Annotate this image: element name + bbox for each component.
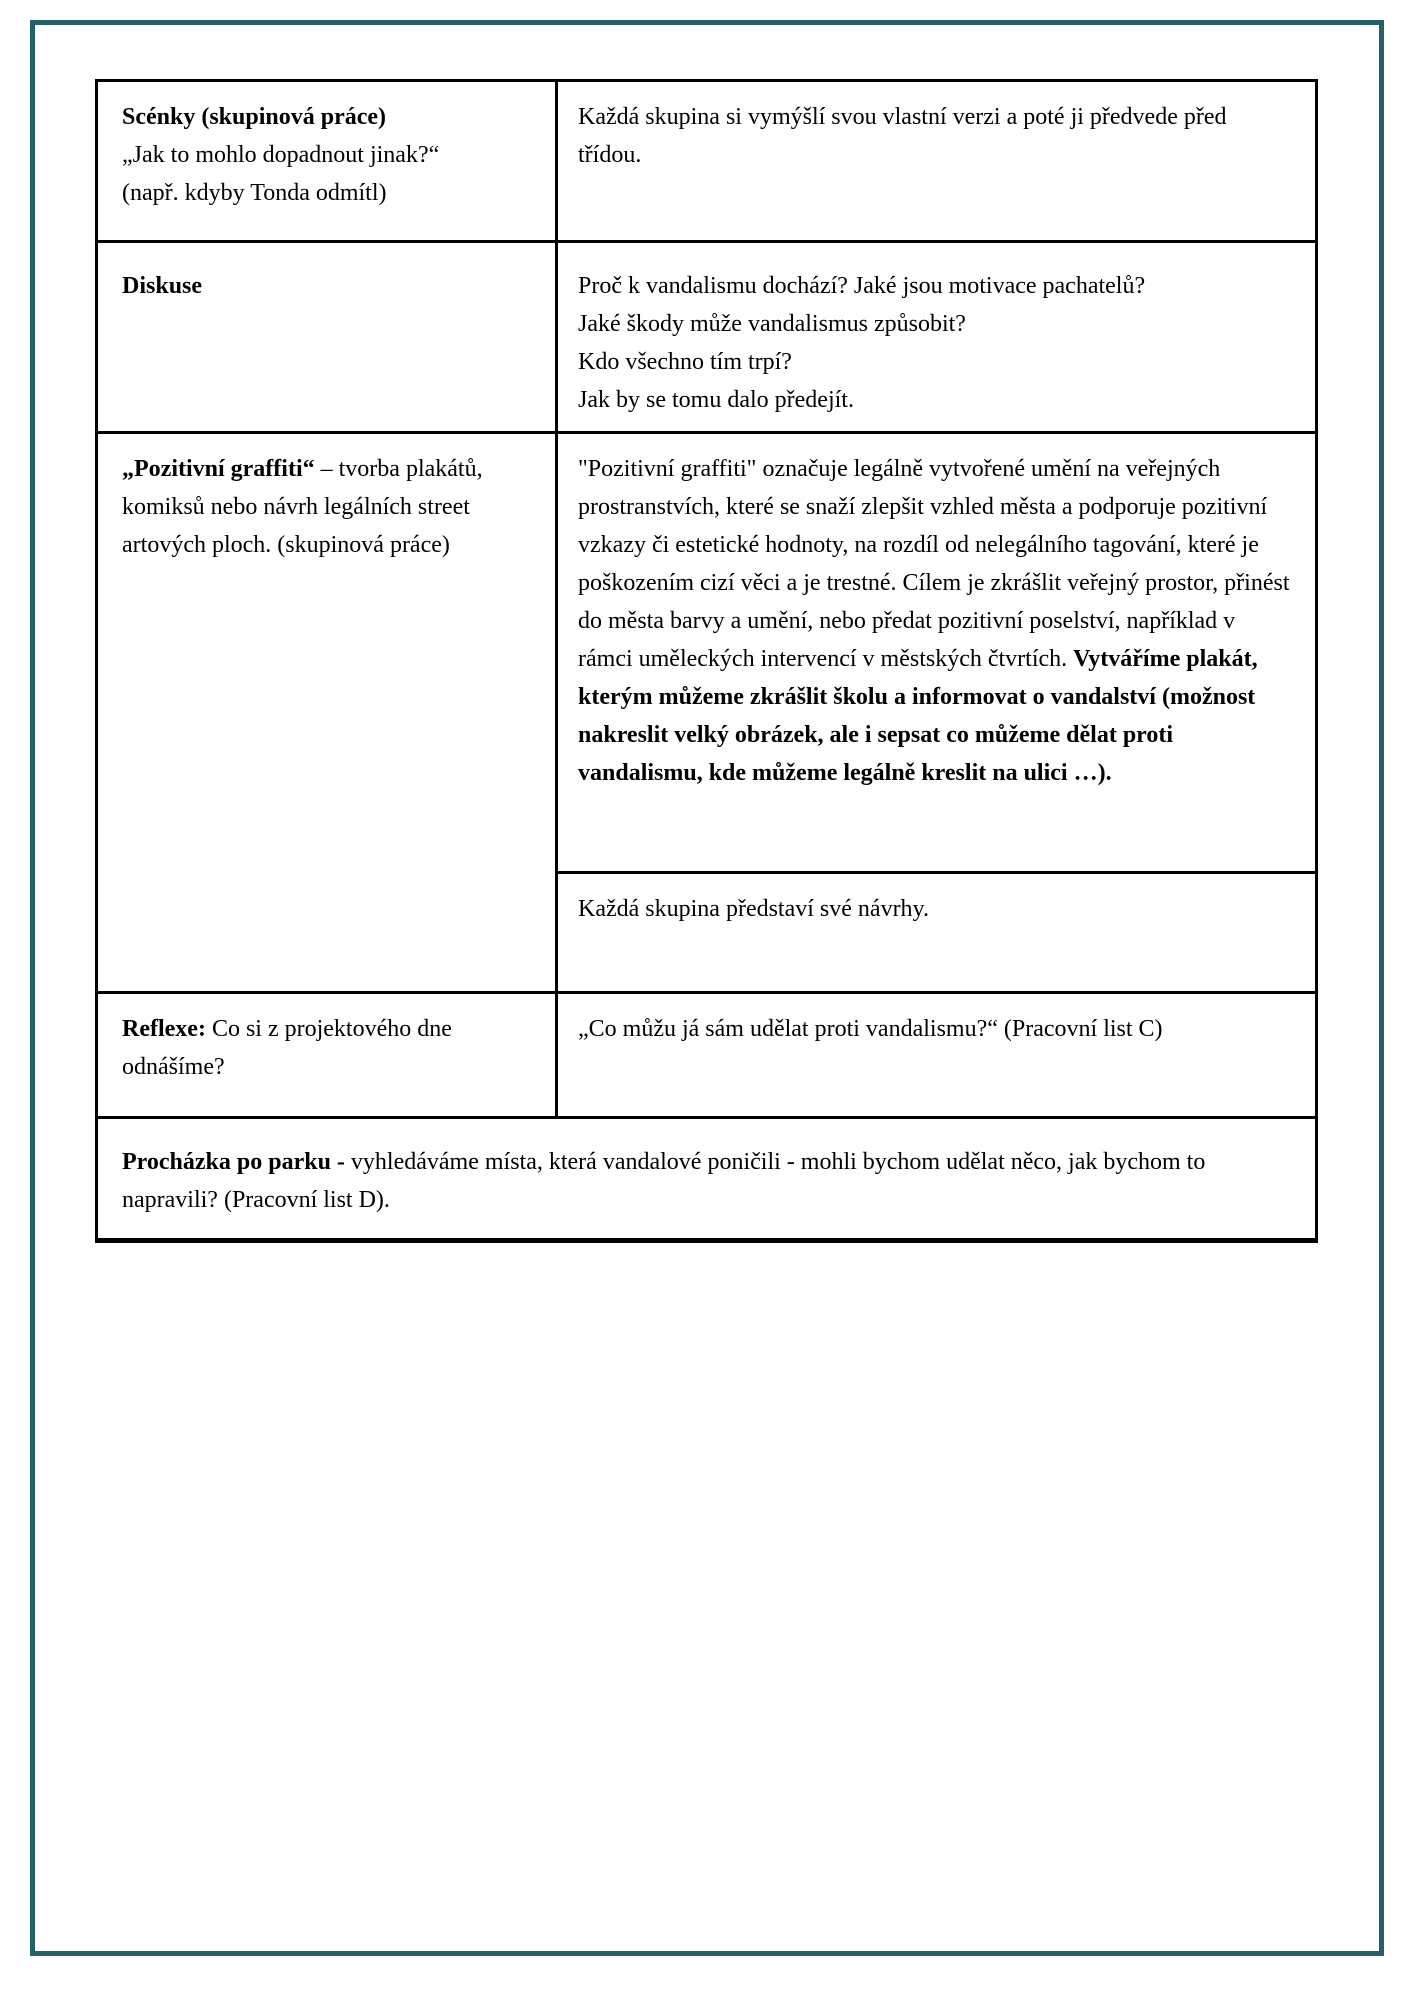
activity-detail: vyhledáváme místa, která vandalové poničili - mohli bychom udělat něco, jak bychom to napravili? (Pracovní list D). — [122, 1149, 1206, 1213]
description-bold-text: Vytváříme plakát, kterým můžeme zkrášlit školu a informovat o vandalství (možnost nakreslit velký obrázek, ale i sepsat co můžeme dělat proti vandalismu, kde můžeme legálně kreslit na ulici …). — [578, 646, 1258, 786]
cell-reflexe-description — [558, 994, 1315, 1116]
activity-detail: – tvorba plakátů, komiksů nebo návrh legálních street artových ploch. (skupinová práce) — [122, 456, 483, 558]
activity-title: Scénky (skupinová práce) — [122, 104, 387, 130]
cell-graffiti-activity — [98, 434, 558, 991]
lesson-plan-table — [95, 79, 1318, 1243]
table-row-diskuse — [98, 240, 1315, 431]
activity-title: Diskuse — [122, 273, 203, 299]
table-row-graffiti — [98, 431, 1315, 991]
cell-diskuse-activity — [98, 243, 558, 431]
question-line: Kdo všechno tím trpí? — [578, 349, 792, 375]
cell-graffiti-description — [558, 434, 1315, 874]
table-row-prochazka — [98, 1116, 1315, 1238]
cell-prochazka — [98, 1119, 1315, 1219]
activity-title: Procházka po parku - — [122, 1149, 351, 1175]
activity-title: Reflexe: — [122, 1016, 206, 1042]
activity-line: (např. kdyby Tonda odmítl) — [122, 180, 387, 206]
cell-diskuse-description — [558, 243, 1315, 431]
description-text: Každá skupina si vymýšlí svou vlastní verzi a poté ji předvede před třídou. — [578, 104, 1227, 168]
description-text: „Co můžu já sám udělat proti vandalismu?“ (Pracovní list C) — [578, 1016, 1163, 1042]
presentation-text: Každá skupina představí své návrhy. — [578, 896, 929, 922]
cell-graffiti-description-column — [558, 434, 1315, 991]
activity-title: „Pozitivní graffiti“ — [122, 456, 315, 482]
activity-detail: Co si z projektového dne odnášíme? — [122, 1016, 452, 1080]
cell-scenky-description — [558, 82, 1315, 240]
question-line: Jak by se tomu dalo předejít. — [578, 387, 854, 413]
activity-line: „Jak to mohlo dopadnout jinak?“ — [122, 142, 440, 168]
cell-reflexe-activity — [98, 994, 558, 1116]
cell-scenky-activity — [98, 82, 558, 240]
cell-graffiti-presentation — [558, 874, 1315, 991]
description-text: "Pozitivní graffiti" označuje legálně vytvořené umění na veřejných prostranstvích, které se snaží zlepšit vzhled města a podporuje pozitivní vzkazy či estetické hodnoty, na rozdíl od nelegálního tagování, které je poškozením cizí věci a je trestné. Cílem je zkrášlit veřejný prostor, přinést do města barvy a umění, nebo předat pozitivní poselství, například v rámci uměleckých intervencí v městských čtvrtích. — [578, 456, 1290, 672]
table-row-reflexe — [98, 991, 1315, 1116]
table-row-scenky — [98, 82, 1315, 240]
question-line: Proč k vandalismu dochází? Jaké jsou motivace pachatelů? — [578, 273, 1146, 299]
page-border-frame — [30, 20, 1384, 1956]
question-line: Jaké škody může vandalismus způsobit? — [578, 311, 966, 337]
